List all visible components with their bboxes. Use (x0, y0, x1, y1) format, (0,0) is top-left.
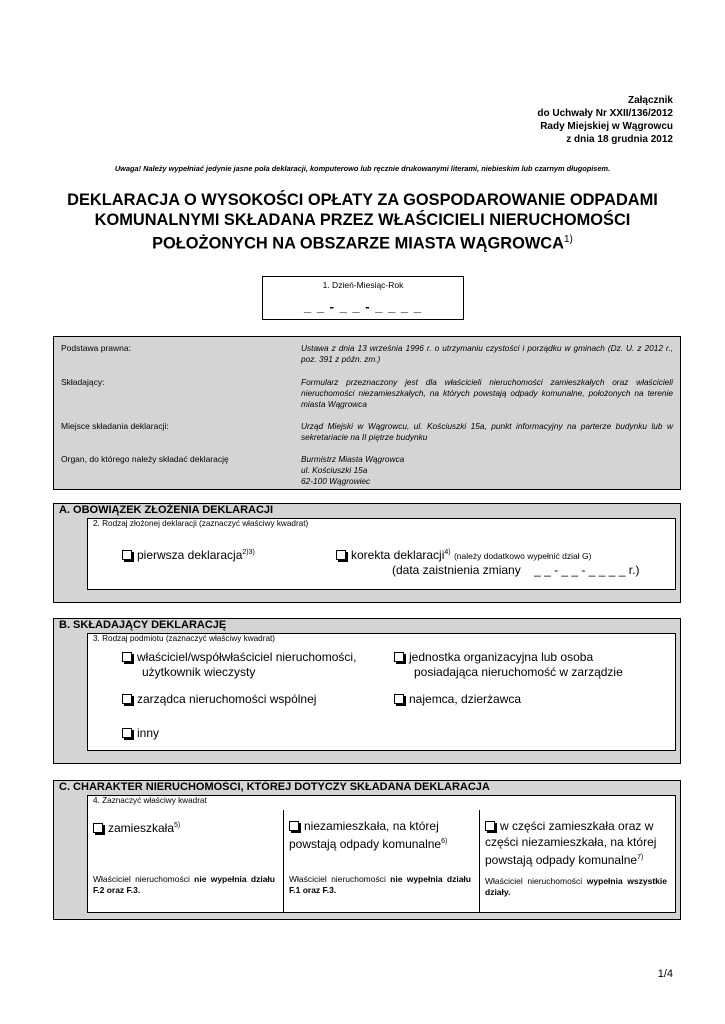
info-key: Podstawa prawna: (61, 343, 131, 353)
correction-declaration-option[interactable]: korekta deklaracji$^{4)}$ (należy dodatkowo wypełnić dział G) (336, 545, 591, 564)
info-value: Formularz przeznaczony jest dla właścicieli nieruchomości zamieszkałych oraz właścicieli nieruchomości niezamieszkałych, na których powstają odpady komunalne, położonych na terenie miasta Wągrowca (301, 377, 673, 409)
page-number: 1/4 (657, 968, 673, 980)
section-a-field (87, 518, 676, 590)
section-a-heading: A. OBOWIĄZEK ZŁOŻENIA DEKLARACJI (59, 504, 274, 516)
checkbox-icon[interactable] (122, 550, 132, 560)
checkbox-icon[interactable] (485, 821, 495, 831)
fill-warning: Uwaga! Należy wypełniać jedynie jasne pola deklaracji, komputerowo lub ręcznie drukowanymi literami, niebieskim lub czarnym długopisem. (114, 164, 611, 173)
section-c (53, 780, 681, 920)
section-b (53, 618, 681, 764)
date-field[interactable] (262, 276, 464, 320)
title-line: KOMUNALNYMI SKŁADANA PRZEZ WŁAŚCICIELI NIERUCHOMOŚCI (94, 211, 631, 229)
mixed-option[interactable]: w części zamieszkała oraz w części niezamieszkała, na której powstają odpady komunalne$^{7)}$ (485, 819, 657, 867)
checkbox-icon[interactable] (394, 652, 404, 662)
section-a (53, 503, 681, 603)
annex-line: Załącznik (627, 95, 673, 106)
info-key: Miejsce składania deklaracji: (61, 421, 169, 431)
field-label: 4. Zaznaczyć właściwy kwadrat (93, 796, 207, 805)
mixed-column (480, 810, 675, 912)
checkbox-icon[interactable] (122, 652, 132, 662)
non-residential-note: Właściciel nieruchomości nie wypełnia działu F.1 oraz F.3. (289, 874, 471, 895)
checkbox-icon[interactable] (289, 821, 299, 831)
field-label: 2. Rodzaj złożonej deklaracji (zaznaczyć właściwy kwadrat) (93, 519, 309, 528)
tenant-option[interactable]: najemca, dzierżawca (394, 692, 521, 707)
manager-option[interactable]: zarządca nieruchomości wspólnej (122, 692, 316, 707)
info-block (53, 336, 681, 490)
section-b-heading: B. SKŁADAJĄCY DEKLARACJĘ (59, 619, 227, 631)
annex-line: Rady Miejskiej w Wągrowcu (540, 121, 673, 132)
section-b-field (87, 633, 676, 751)
checkbox-icon[interactable] (122, 728, 132, 738)
title-line: POŁOŻONYCH NA OBSZARZE MIASTA WĄGROWCA$^{1)}$ (152, 234, 573, 253)
other-option[interactable]: inny (122, 726, 159, 741)
checkbox-icon[interactable] (93, 823, 103, 833)
change-date-field[interactable]: (data zaistnienia zmiany _ _ - _ _ - _ _ _ _ r.) (392, 563, 640, 577)
info-key: Składający: (61, 377, 105, 387)
field-label: 3. Rodzaj podmiotu (zaznaczyć właściwy kwadrat) (93, 634, 276, 643)
residential-option[interactable]: zamieszkała$^{5)}$ (93, 818, 180, 836)
date-blanks: _ _ - _ _ - _ _ _ _ (303, 299, 422, 314)
date-label: 1. Dzień-Miesiąc-Rok (322, 280, 404, 290)
info-value: Ustawa z dnia 13 września 1996 r. o utrzymaniu czystości i porządku w gminach (Dz. U. z 2012 r., poz. 391 z późn. zm.) (301, 343, 673, 364)
annex-header (537, 94, 673, 146)
document-title (0, 190, 725, 253)
info-key: Organ, do którego należy składać deklarację (61, 454, 229, 464)
residential-note: Właściciel nieruchomości nie wypełnia działu F.2 oraz F.3. (93, 874, 275, 895)
non-residential-column (284, 810, 480, 912)
section-c-field (87, 795, 676, 913)
info-value: Urząd Miejski w Wągrowcu, ul. Kościuszki 15a, punkt informacyjny na parterze budynku lub w sekretariacie na II piętrze budynku (301, 421, 673, 442)
first-declaration-option[interactable]: pierwsza deklaracja$^{2)3)}$ (122, 545, 255, 563)
annex-line: z dnia 18 grudnia 2012 (566, 134, 673, 145)
mixed-note: Właściciel nieruchomości wypełnia wszystkie działy. (485, 876, 667, 897)
footnote-ref: 1) (563, 234, 573, 245)
title-line: DEKLARACJA O WYSOKOŚCI OPŁATY ZA GOSPODAROWANIE ODPADAMI (67, 191, 658, 209)
non-residential-option[interactable]: niezamieszkała, na której powstają odpady komunalne$^{6)}$ (289, 819, 448, 851)
owner-option[interactable]: właściciel/współwłaściciel nieruchomości, użytkownik wieczysty (122, 650, 356, 680)
checkbox-icon[interactable] (122, 694, 132, 704)
info-value: Burmistrz Miasta Wągrowca ul. Kościuszki 15a 62-100 Wągrowiec (301, 454, 405, 486)
checkbox-icon[interactable] (336, 550, 346, 560)
organizational-unit-option[interactable]: jednostka organizacyjna lub osoba posiadająca nieruchomość w zarządzie (394, 650, 623, 680)
annex-line: do Uchwały Nr XXII/136/2012 (537, 108, 673, 119)
section-c-heading: C. CHARAKTER NIERUCHOMOŚCI, KTÓREJ DOTYCZY SKŁADANA DEKLARACJA (59, 781, 490, 793)
checkbox-icon[interactable] (394, 694, 404, 704)
residential-column (88, 810, 284, 912)
